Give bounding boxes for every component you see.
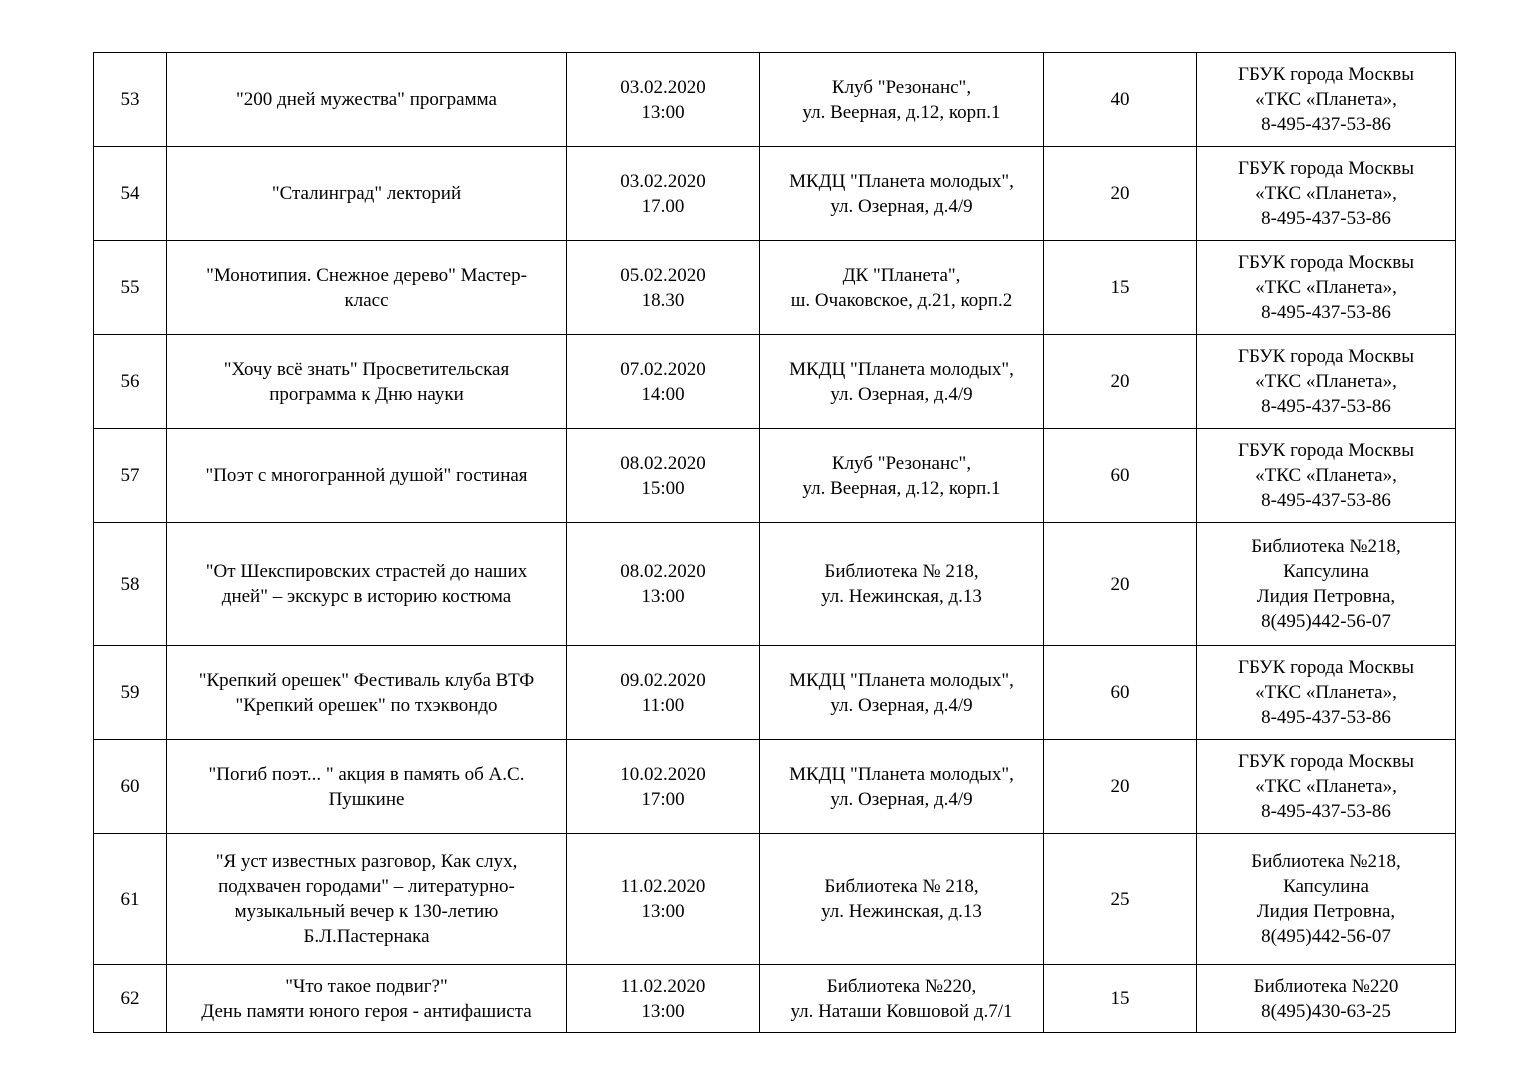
event-name-line: "200 дней мужества" программа [236, 89, 497, 110]
event-date: 08.02.2020 [620, 561, 706, 582]
event-organizer-cell [1197, 241, 1456, 335]
event-place-cell [760, 646, 1044, 740]
event-name-cell [167, 53, 567, 147]
event-datetime-cell [567, 53, 760, 147]
event-place-line: МКДЦ "Планета молодых", [789, 358, 1014, 380]
event-time: 13:00 [641, 586, 685, 607]
event-name-line: "Крепкий орешек" по тхэквондо [235, 694, 498, 716]
event-organizer-line: 8-495-437-53-86 [1261, 208, 1391, 229]
event-organizer-cell [1197, 965, 1456, 1033]
event-organizer-line: Библиотека №220 [1253, 975, 1399, 997]
event-number-cell: 61 [94, 834, 167, 965]
event-date: 10.02.2020 [620, 763, 706, 785]
event-number-cell: 60 [94, 740, 167, 834]
event-datetime-cell [567, 834, 760, 965]
event-attendance-cell: 60 [1044, 429, 1197, 523]
event-attendance-cell: 20 [1044, 523, 1197, 646]
event-place-line: МКДЦ "Планета молодых", [789, 669, 1014, 691]
event-name-line: "От Шекспировских страстей до наших [205, 561, 528, 582]
event-organizer-line: 8(495)442-56-07 [1261, 611, 1391, 632]
event-place-cell [760, 241, 1044, 335]
event-organizer-line: ГБУК города Москвы [1237, 440, 1415, 461]
event-place-cell [760, 335, 1044, 429]
event-name-line: День памяти юного героя - антифашиста [201, 1000, 532, 1022]
event-organizer-cell [1197, 53, 1456, 147]
events-table [93, 52, 1456, 1033]
event-name-line: класс [344, 289, 389, 311]
table-row [94, 834, 1456, 965]
event-attendance-cell: 20 [1044, 335, 1197, 429]
event-name-line: Б.Л.Пастернака [303, 926, 430, 947]
event-name-cell [167, 834, 567, 965]
event-place-line: Библиотека № 218, [824, 876, 979, 897]
event-time: 11:00 [641, 694, 685, 716]
event-date: 09.02.2020 [620, 669, 706, 691]
event-organizer-cell [1197, 147, 1456, 241]
event-place-line: ул. Наташи Ковшовой д.7/1 [790, 1000, 1013, 1022]
event-datetime-cell [567, 241, 760, 335]
event-place-line: Клуб "Резонанс", [831, 76, 972, 98]
event-datetime-cell [567, 740, 760, 834]
event-date: 08.02.2020 [620, 452, 706, 474]
event-name-cell [167, 965, 567, 1033]
event-name-cell [167, 335, 567, 429]
event-place-line: ул. Озерная, д.4/9 [830, 195, 973, 217]
event-name-line: программа к Дню науки [269, 383, 464, 405]
event-number-cell: 57 [94, 429, 167, 523]
event-name-line: "Хочу всё знать" Просветительская [223, 358, 510, 380]
event-place-line: ул. Веерная, д.12, корп.1 [802, 101, 1001, 123]
event-attendance-cell: 20 [1044, 147, 1197, 241]
table-row [94, 646, 1456, 740]
event-place-cell [760, 965, 1044, 1033]
event-place-line: ул. Веерная, д.12, корп.1 [802, 477, 1001, 499]
event-name-line: "Поэт с многогранной душой" гостиная [205, 465, 528, 486]
event-name-line: музыкальный вечер к 130-летию [234, 901, 499, 922]
event-organizer-line: Библиотека №218, [1251, 536, 1401, 557]
event-place-line: ул. Нежинская, д.13 [821, 586, 982, 607]
event-place-line: ул. Озерная, д.4/9 [830, 694, 973, 716]
event-datetime-cell [567, 646, 760, 740]
event-date: 05.02.2020 [620, 264, 706, 286]
event-date: 03.02.2020 [620, 76, 706, 98]
event-organizer-line: 8-495-437-53-86 [1261, 302, 1391, 323]
event-name-line: Пушкине [328, 788, 405, 810]
event-organizer-line: Библиотека №218, [1251, 851, 1401, 872]
event-name-line: "Я уст известных разговор, Как слух, [215, 851, 518, 872]
event-name-cell [167, 429, 567, 523]
event-organizer-line: ГБУК города Москвы [1237, 657, 1415, 678]
event-name-cell [167, 523, 567, 646]
event-place-cell [760, 834, 1044, 965]
event-organizer-cell [1197, 646, 1456, 740]
event-organizer-line: ГБУК города Москвы [1237, 346, 1415, 367]
event-time: 13:00 [641, 101, 685, 123]
event-organizer-line: «ТКС «Планета», [1255, 371, 1397, 392]
event-name-cell [167, 147, 567, 241]
event-date: 07.02.2020 [620, 358, 706, 380]
event-organizer-line: «ТКС «Планета», [1255, 465, 1397, 486]
event-attendance-cell: 25 [1044, 834, 1197, 965]
event-organizer-line: 8-495-437-53-86 [1261, 707, 1391, 728]
table-row [94, 965, 1456, 1033]
event-datetime-cell [567, 147, 760, 241]
event-attendance-cell: 15 [1044, 965, 1197, 1033]
event-attendance-cell: 15 [1044, 241, 1197, 335]
event-organizer-cell [1197, 834, 1456, 965]
event-organizer-cell [1197, 523, 1456, 646]
event-time: 17.00 [641, 195, 685, 217]
event-place-cell [760, 740, 1044, 834]
event-organizer-line: Лидия Петровна, [1256, 901, 1396, 922]
event-place-line: Библиотека № 218, [824, 561, 979, 582]
event-number-cell: 58 [94, 523, 167, 646]
event-organizer-line: ГБУК города Москвы [1237, 64, 1415, 85]
event-time: 14:00 [641, 383, 685, 405]
table-row [94, 429, 1456, 523]
event-organizer-line: 8(495)442-56-07 [1261, 926, 1391, 947]
table-row [94, 53, 1456, 147]
event-date: 11.02.2020 [620, 975, 706, 997]
table-row [94, 523, 1456, 646]
event-place-line: Библиотека №220, [826, 975, 977, 997]
event-attendance-cell: 60 [1044, 646, 1197, 740]
event-datetime-cell [567, 965, 760, 1033]
event-number-cell: 59 [94, 646, 167, 740]
event-place-line: ул. Озерная, д.4/9 [830, 788, 973, 810]
event-place-cell [760, 429, 1044, 523]
event-organizer-line: ГБУК города Москвы [1237, 751, 1415, 772]
event-name-line: подхвачен городами" – литературно- [218, 876, 515, 897]
events-table-body [94, 53, 1456, 1033]
event-organizer-line: «ТКС «Планета», [1255, 183, 1397, 204]
event-name-cell [167, 740, 567, 834]
event-date: 11.02.2020 [620, 876, 706, 897]
event-name-line: "Монотипия. Снежное дерево" Мастер- [206, 264, 527, 286]
event-place-line: МКДЦ "Планета молодых", [789, 763, 1014, 785]
event-number-cell: 56 [94, 335, 167, 429]
event-organizer-line: ГБУК города Москвы [1237, 158, 1415, 179]
event-number-cell: 55 [94, 241, 167, 335]
event-place-line: ш. Очаковское, д.21, корп.2 [790, 289, 1013, 311]
event-place-line: МКДЦ "Планета молодых", [789, 170, 1014, 192]
event-datetime-cell [567, 335, 760, 429]
event-place-line: Клуб "Резонанс", [831, 452, 972, 474]
event-name-cell [167, 646, 567, 740]
event-attendance-cell: 40 [1044, 53, 1197, 147]
event-attendance-cell: 20 [1044, 740, 1197, 834]
table-row [94, 335, 1456, 429]
event-organizer-line: «ТКС «Планета», [1255, 89, 1397, 110]
event-time: 18.30 [641, 289, 685, 311]
event-place-cell [760, 147, 1044, 241]
event-name-line: дней" – экскурс в историю костюма [221, 586, 512, 607]
table-row [94, 740, 1456, 834]
event-organizer-line: Капсулина [1283, 876, 1369, 897]
event-number-cell: 53 [94, 53, 167, 147]
event-date: 03.02.2020 [620, 170, 706, 192]
event-organizer-line: 8-495-437-53-86 [1261, 490, 1391, 511]
event-organizer-line: 8(495)430-63-25 [1261, 1000, 1391, 1022]
event-place-line: ул. Озерная, д.4/9 [830, 383, 973, 405]
event-organizer-line: Капсулина [1283, 561, 1369, 582]
event-place-line: ДК "Планета", [842, 264, 961, 286]
event-time: 15:00 [641, 477, 685, 499]
event-organizer-line: ГБУК города Москвы [1237, 252, 1415, 273]
event-organizer-line: 8-495-437-53-86 [1261, 801, 1391, 822]
event-datetime-cell [567, 523, 760, 646]
event-time: 17:00 [641, 788, 685, 810]
event-organizer-line: «ТКС «Планета», [1255, 277, 1397, 298]
table-row [94, 241, 1456, 335]
event-organizer-line: Лидия Петровна, [1256, 586, 1396, 607]
event-number-cell: 62 [94, 965, 167, 1033]
event-name-line: "Сталинград" лекторий [271, 183, 462, 204]
event-name-line: "Крепкий орешек" Фестиваль клуба ВТФ [198, 669, 535, 691]
event-organizer-line: 8-495-437-53-86 [1261, 396, 1391, 417]
event-organizer-line: 8-495-437-53-86 [1261, 114, 1391, 135]
event-place-line: ул. Нежинская, д.13 [821, 901, 982, 922]
event-time: 13:00 [641, 1000, 685, 1022]
event-organizer-cell [1197, 335, 1456, 429]
event-name-cell [167, 241, 567, 335]
event-organizer-line: «ТКС «Планета», [1255, 776, 1397, 797]
event-number-cell: 54 [94, 147, 167, 241]
event-name-line: "Что такое подвиг?" [285, 975, 448, 997]
event-organizer-cell [1197, 429, 1456, 523]
event-place-cell [760, 523, 1044, 646]
event-organizer-cell [1197, 740, 1456, 834]
event-organizer-line: «ТКС «Планета», [1255, 682, 1397, 703]
table-row [94, 147, 1456, 241]
event-time: 13:00 [641, 901, 685, 922]
event-datetime-cell [567, 429, 760, 523]
event-place-cell [760, 53, 1044, 147]
event-name-line: "Погиб поэт... " акция в память об А.С. [208, 763, 525, 785]
